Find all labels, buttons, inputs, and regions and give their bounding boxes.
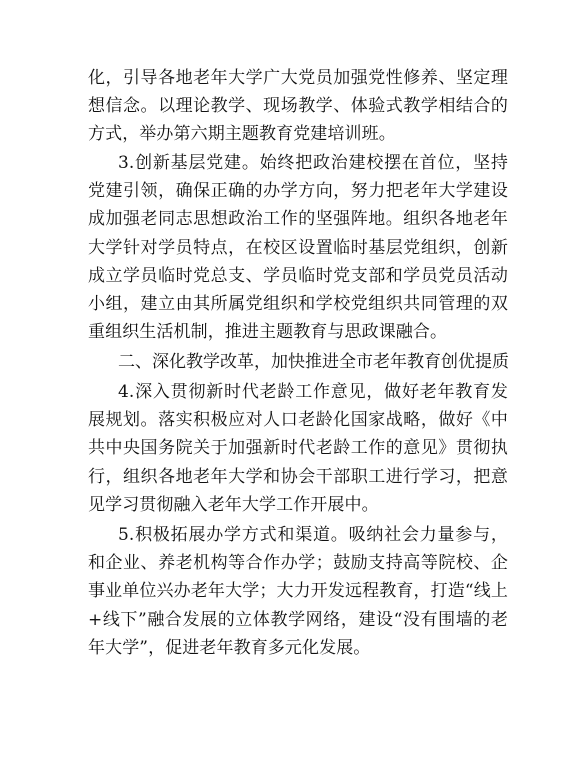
paragraph-item-4: 4.深入贯彻新时代老龄工作意见，做好老年教育发展规划。落实积极应对人口老龄化国家战略，做好《中共中央国务院关于加强新时代老龄工作的意见》贯彻执行，组织各地老年大学和协会干部职工进行学习，把意见学习贯彻融入老年大学工作开展中。 — [88, 382, 508, 515]
paragraph-item-3: 3.创新基层党建。始终把政治建校摆在首位，坚持党建引领，确保正确的办学方向，努力把老年大学建设成加强老同志思想政治工作的坚强阵地。组织各地老年大学针对学员特点，在校区设置临时基层党组织，创新成立学员临时党总支、学员临时党支部和学员党员活动小组，建立由其所属党组织和学校党组织共同管理的双重组织生活机制，推进主题教育与思政课融合。 — [88, 153, 508, 343]
section-heading: 二、深化教学改革，加快推进全市老年教育创优提质 — [118, 352, 509, 372]
paragraph-item-5: 5.积极拓展办学方式和渠道。吸纳社会力量参与，和企业、养老机构等合作办学；鼓励支持高等院校、企事业单位兴办老年大学；大力开发远程教育，打造“线上+线下”融合发展的立体教学网络，建设“没有围墙的老年大学”，促进老年教育多元化发展。 — [88, 525, 508, 658]
paragraph-continuation: 化，引导各地老年大学广大党员加强党性修养、坚定理想信念。以理论教学、现场教学、体验式教学相结合的方式，举办第六期主题教育党建培训班。 — [88, 68, 508, 145]
